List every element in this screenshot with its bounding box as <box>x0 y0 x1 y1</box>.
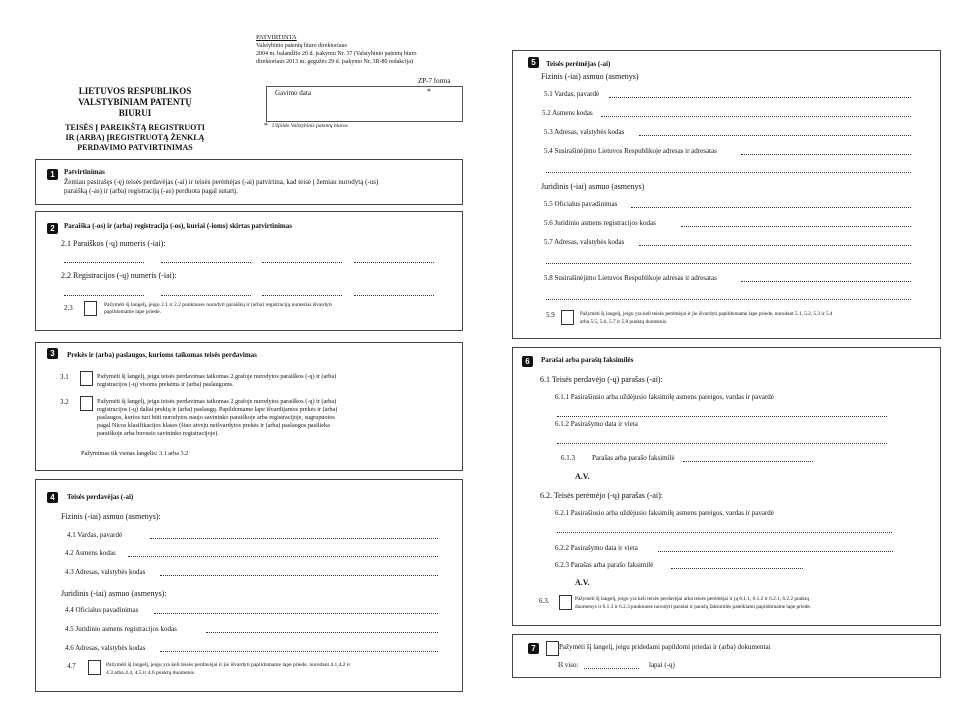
transferor-natural-heading: Fizinis (-iai) asmuo (asmenys): <box>61 512 161 521</box>
transferor-address-field[interactable] <box>160 575 438 576</box>
section-5-number: 5 <box>528 57 539 68</box>
received-date-label: Gavimo data <box>275 89 311 97</box>
attachments-label: Pažymėti šį langelį, jeigu pridedami papildomi priedai ir (arba) dokumentai <box>559 643 771 651</box>
item-3-2-text-3: paslaugos, kurios turi būti nurodytos naujo savininko paraiškoje arba registracijoje, sugrupuotos <box>97 414 335 421</box>
item-3-2-text-1: Pažymėti šį langelį, jeigu teisės perdavimas taikomas 2 grafoje nurodytos paraiškos (-ų) ir (arba) <box>97 398 337 405</box>
date-622-field[interactable] <box>658 551 893 552</box>
transferee-legal-address-field[interactable] <box>639 245 911 246</box>
form-title-line-3: PERDAVIMO PATVIRTINIMAS <box>77 143 193 152</box>
transferor-legal-address-field[interactable] <box>160 651 438 652</box>
section-2-number: 2 <box>47 223 58 234</box>
section-6-title: Parašai arba parašų faksimilės <box>541 356 634 364</box>
transferee-correspondence-field-2[interactable] <box>546 172 911 173</box>
item-3-1-text-2: registracijos (-ų) visoms prekėms ir (arba) paslaugoms. <box>97 381 234 388</box>
item-3-2-number: 3.2 <box>60 398 69 406</box>
item-6-3-number: 6.3. <box>539 597 550 605</box>
stamp-place-2: A.V. <box>575 578 590 587</box>
item-3-2-text-2: registracijos (-ų) daliai prekių ir (arba) paslaugų. Papildomame lape išvardijamos prekės ir (arba) <box>97 406 338 413</box>
signature-613-field[interactable] <box>683 461 813 462</box>
item-3-1-text-1: Pažymėti šį langelį, jeigu teisės perdavimas taikomas 2 grafoje nurodytos paraiškos (-ų) ir (arba) <box>97 373 337 380</box>
transferee-legal-code-field[interactable] <box>681 226 911 227</box>
approved-line-2: 2004 m. balandžio 20 d. įsakymu Nr. 37 (Valstybinio patentų biuro <box>256 51 417 57</box>
part-goods-checkbox[interactable] <box>80 396 93 411</box>
institution-line-1: LIETUVOS RESPUBLIKOS <box>78 86 192 96</box>
transferee-official-name-field[interactable] <box>631 207 911 208</box>
transferee-legal-correspondence-label: 5.8 Susirašinėjimo Lietuvos Respublikoje adresas ir adresatas <box>544 274 717 282</box>
transferor-legal-code-field[interactable] <box>206 632 438 633</box>
item-6-3-text-2: duomenys ir 6.1.3 ir 6.2.3 punktuose nurodyti parašai ir parašų faksimilės pateikiami papildomame lape priede. <box>575 604 812 610</box>
all-goods-checkbox[interactable] <box>80 371 93 386</box>
item-5-9-text-1: Pažymėti šį langelį, jeigu yra keli teisės perėmėjai ir jie išvardyti papildomame lape priede, nurodant 5.1, 5.2, 5.3 ir 5.4 <box>580 311 833 317</box>
transferor-legal-code-label: 4.5 Juridinio asmens registracijos kodas <box>65 625 177 633</box>
transferee-address-label: 5.3 Adresas, valstybės kodas <box>544 128 625 136</box>
multiple-signatures-checkbox[interactable] <box>559 595 572 610</box>
transferee-legal-address-field-2[interactable] <box>546 263 911 264</box>
registration-number-field-4[interactable] <box>354 295 434 296</box>
section-6-number: 6 <box>522 356 533 367</box>
item-6-3-text-1: Pažymėti šį langelį, jeigu yra keli teisės perdavėjai arba teisės perėmėjai ir jų 6.1.1, 6.1.2 ir 6.2.1, 6.2.2 punktų <box>575 596 810 602</box>
transferee-address-field[interactable] <box>639 135 911 136</box>
section-5-transferee <box>512 50 941 339</box>
registration-number-field-1[interactable] <box>64 295 144 296</box>
signature-623-label: 6.2.3 Parašas arba parašo faksimilė <box>555 561 654 569</box>
multiple-transferees-checkbox[interactable] <box>561 310 574 325</box>
transferor-legal-heading: Juridinis (-iai) asmuo (asmenys): <box>61 589 167 598</box>
section-1-text-1: Žemiau pasirašęs (-ę) teisės perdavėjas (-ai) ir teisės perėmėjas (-ai) patvirtina, kad teisė į žemiau nurodytą (-us) <box>64 178 379 186</box>
approved-line-3: direktoriaus 2013 m. gegužės 29 d. įsakymo Nr. 3R-80 redakcija) <box>256 59 413 65</box>
item-2-3-text-1: Pažymėti šį langelį, jeigu 2.1 ir 2.2 punktuose nurodyti paraiškų ir (arba) registracijų numeriai išvardyti <box>104 302 332 308</box>
transferee-legal-correspondence-field-2[interactable] <box>546 299 911 300</box>
application-number-field-3[interactable] <box>262 262 342 263</box>
total-pages-label: Iš viso: <box>558 661 579 669</box>
transferee-legal-address-label: 5.7 Adresas, valstybės kodas <box>544 238 625 246</box>
registration-number-field-3[interactable] <box>262 295 342 296</box>
section-7-attachments <box>512 634 941 678</box>
transferor-signatures-heading: 6.1 Teisės perdavėjo (-ų) parašas (-ai): <box>540 375 663 384</box>
signer-621-field[interactable] <box>557 532 892 533</box>
signer-611-label: 6.1.1 Pasirašiusio arba uždėjusio faksimilę asmens pareigos, vardas ir pavardė <box>555 393 774 401</box>
transferee-official-name-label: 5.5 Oficialus pavadinimas <box>544 200 618 208</box>
section-5-title: Teisės perėmėjas (-ai) <box>546 60 611 68</box>
application-number-field-4[interactable] <box>354 262 434 263</box>
registration-number-field-2[interactable] <box>161 295 251 296</box>
transferor-name-field[interactable] <box>150 538 438 539</box>
signature-613-label: Parašas arba parašo faksimilė <box>592 454 675 462</box>
form-title-line-2: IR (ARBA) ĮREGISTRUOTĄ ŽENKLĄ <box>65 133 205 142</box>
signature-613-number: 6.1.3 <box>561 454 575 462</box>
transferor-personal-code-field[interactable] <box>128 556 438 557</box>
transferee-legal-heading: Juridinis (-iai) asmuo (asmenys) <box>541 182 645 191</box>
transferor-official-name-label: 4.4 Oficialus pavadinimas <box>65 606 139 614</box>
section-7-number: 7 <box>528 643 539 654</box>
item-3-1-number: 3.1 <box>60 373 69 381</box>
transferor-address-label: 4.3 Adresas, valstybės kodas <box>65 568 146 576</box>
section-4-title: Teisės perdavėjas (-ai) <box>67 493 134 501</box>
application-number-field-1[interactable] <box>64 262 144 263</box>
institution-line-2: VALSTYBINIAM PATENTŲ <box>78 97 192 107</box>
multiple-transferors-checkbox[interactable] <box>88 660 101 675</box>
transferee-personal-code-label: 5.2 Asmens kodas <box>542 109 593 117</box>
section-1-number: 1 <box>47 169 58 180</box>
form-code: ZP-7 forma <box>418 77 451 85</box>
transferee-name-label: 5.1 Vardas, pavardė <box>544 90 600 98</box>
transferee-personal-code-field[interactable] <box>601 116 911 117</box>
transferor-personal-code-label: 4.2 Asmens kodas <box>65 549 116 557</box>
section-1-text-2: paraišką (-as) ir (arba) registraciją (-as) perduota pagal sutartį. <box>64 187 238 195</box>
transferee-name-field[interactable] <box>609 97 911 98</box>
stamp-place-1: A.V. <box>575 472 590 481</box>
transferee-correspondence-label: 5.4 Susirašinėjimo Lietuvos Respublikoje adresas ir adresatas <box>544 147 717 155</box>
section-1-confirmation <box>35 159 463 205</box>
item-4-7-text-2: 4.3 arba 4.4, 4.5 ir 4.6 punktų duomenis. <box>106 670 196 676</box>
institution-line-3: BIURUI <box>118 108 152 118</box>
section-2-title: Paraiška (-os) ir (arba) registracija (-os), kuriai (-ioms) skirtas patvirtinimas <box>64 222 292 230</box>
item-3-2-text-4: pagal Nicos klasifikacijos klases (šiuo atveju neišvardytos prekės ir (arba) paslaugos pasilieka <box>97 422 330 429</box>
item-5-9-text-2: arba 5.5, 5.6, 5.7 ir 5.8 punktų duomenis. <box>580 319 668 325</box>
item-4-7-text-1: Pažymėti šį langelį, jeigu yra keli teisės perdavėjai ir jie išvardyti papildomame lape priede, nurodant 4.1,4.2 ir <box>106 662 351 668</box>
section-3-goods-services <box>35 342 463 471</box>
section-2-applications <box>35 211 463 331</box>
transferor-legal-address-label: 4.6 Adresas, valstybės kodas <box>65 644 146 652</box>
signer-611-field[interactable] <box>557 416 887 417</box>
application-numbers-label: 2.1 Paraiškos (-ų) numeris (-iai): <box>61 239 166 248</box>
item-2-3-number: 2.3 <box>64 304 73 312</box>
pages-unit-label: lapai (-ų) <box>649 661 675 669</box>
section-3-title: Prekės ir (arba) paslaugos, kurioms taikomas teisės perdavimas <box>67 351 257 359</box>
section-3-number: 3 <box>47 348 58 359</box>
total-pages-field[interactable] <box>584 668 639 669</box>
footnote-text: Užpildo Valstybinis patentų biuras <box>272 123 348 129</box>
item-4-7-number: 4.7 <box>67 662 76 670</box>
date-622-label: 6.2.2 Pasirašymo data ir vieta <box>555 544 638 552</box>
item-3-2-text-5: paraiškoje arba buvusio savininko registracijoje). <box>97 430 219 437</box>
section-1-title: Patvirtinimas <box>64 168 105 176</box>
section-3-note: Pažymimas tik vienas langelis: 3.1 arba 3.2 <box>81 450 189 457</box>
form-title <box>45 123 225 153</box>
section-4-transferor <box>35 479 463 692</box>
received-date-box[interactable] <box>266 86 463 122</box>
section-6-signatures <box>512 347 941 626</box>
section-4-number: 4 <box>47 492 58 503</box>
registration-numbers-label: 2.2 Registracijos (-ų) numeris (-iai): <box>61 271 177 280</box>
approved-title: PATVIRTINTA <box>256 34 297 41</box>
item-5-9-number: 5.9 <box>546 311 555 319</box>
application-number-field-2[interactable] <box>161 262 251 263</box>
numbers-in-annex-checkbox[interactable] <box>84 301 97 316</box>
signature-623-field[interactable] <box>671 568 803 569</box>
transferor-name-label: 4.1 Vardas, pavardė <box>67 531 123 539</box>
transferee-correspondence-field[interactable] <box>741 154 911 155</box>
received-date-asterisk: * <box>427 87 431 96</box>
form-title-line-1: TEISĖS Į PAREIKŠTĄ REGISTRUOTI <box>65 123 205 132</box>
transferor-official-name-field[interactable] <box>154 613 438 614</box>
signer-621-label: 6.2.1 Pasirašiusio arba uždėjusio faksimilę asmens pareigos, vardas ir pavardė <box>555 509 774 517</box>
date-612-label: 6.1.2 Pasirašymo data ir vieta <box>555 420 638 428</box>
footnote-asterisk: * <box>264 121 268 130</box>
approved-line-1: Valstybinio patentų biuro direktoriaus <box>256 43 347 49</box>
item-2-3-text-2: papildomame lape priede. <box>104 309 161 315</box>
attachments-checkbox[interactable] <box>546 641 559 656</box>
date-612-field[interactable] <box>557 443 887 444</box>
transferee-signatures-heading: 6.2. Teisės perėmėjo (-ų) parašas (-ai): <box>540 491 664 500</box>
transferee-natural-heading: Fizinis (-iai) asmuo (asmenys) <box>541 72 639 81</box>
institution-title <box>60 86 210 119</box>
transferee-legal-code-label: 5.6 Juridinio asmens registracijos kodas <box>544 219 656 227</box>
transferee-legal-correspondence-field[interactable] <box>741 281 911 282</box>
